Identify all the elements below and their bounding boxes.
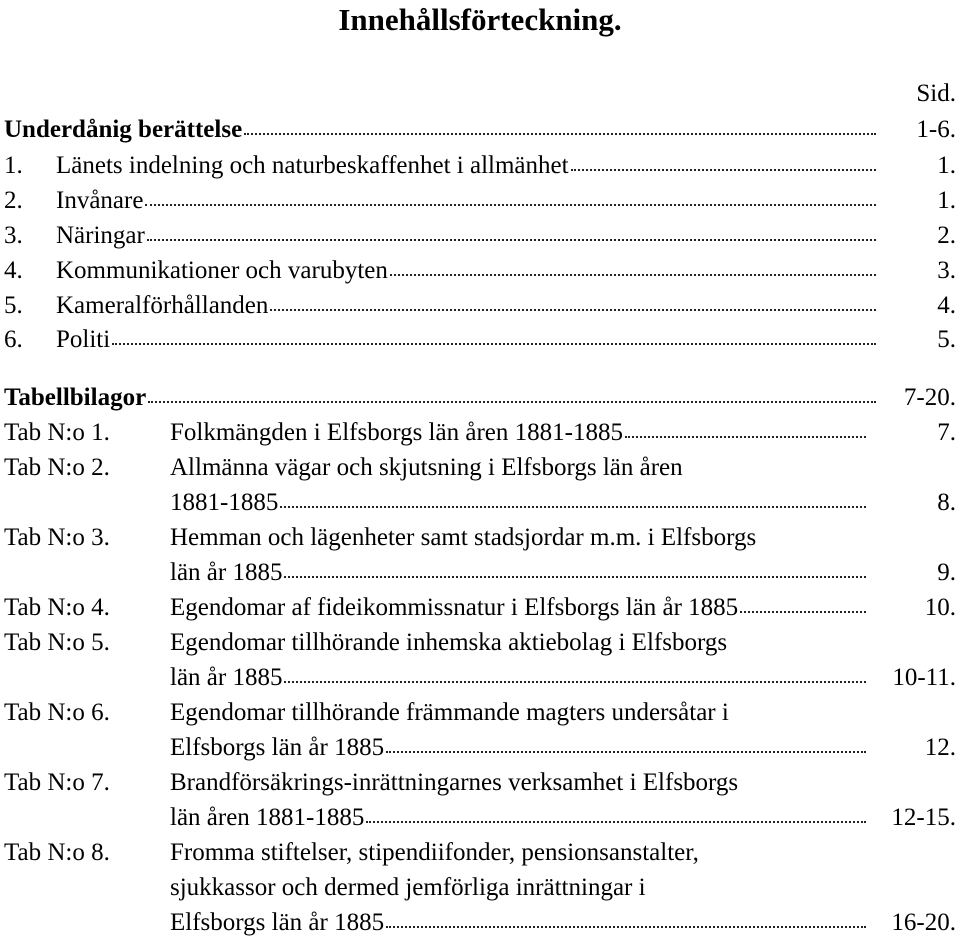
table-title-line: Egendomar tillhörande inhemska aktiebolag i Elfsborgs xyxy=(170,629,728,656)
table-title-line: Elfsborgs län år 1885 xyxy=(170,734,385,761)
dot-leader xyxy=(145,202,876,206)
table-title-line: Allmänna vägar och skjutsning i Elfsborgs län åren xyxy=(170,454,683,481)
table-number: Tab N:o 8. xyxy=(4,839,110,866)
toc-entry-page: 1. xyxy=(937,152,956,179)
table-title-line: Egendomar af fideikommissnatur i Elfsborgs län år 1885 xyxy=(170,594,739,621)
table-title-line: län år 1885 xyxy=(170,559,283,586)
dot-leader xyxy=(148,399,876,403)
dot-leader xyxy=(284,679,866,683)
toc-entry-page: 1. xyxy=(937,187,956,214)
page-title: Innehållsförteckning. xyxy=(338,2,622,37)
chapter-title: Invånare xyxy=(56,187,144,214)
table-number: Tab N:o 5. xyxy=(4,629,110,656)
table-title-line: Egendomar tillhörande främmande magters undersåtar i xyxy=(170,699,729,726)
table-title-line: 1881-1885 xyxy=(170,489,279,516)
table-title-line: Brandförsäkrings-inrättningarnes verksamhet i Elfsborgs xyxy=(170,769,739,796)
toc-entry-page: 9. xyxy=(937,559,956,586)
table-number: Tab N:o 4. xyxy=(4,594,110,621)
toc-entry-label: Underdånig berättelse xyxy=(4,116,243,143)
table-title-line: Hemman och lägenheter samt stadsjordar m.m. i Elfsborgs xyxy=(170,524,757,551)
toc-entry-chapter[interactable] xyxy=(4,288,880,324)
toc-entry-table[interactable] xyxy=(170,415,870,451)
chapter-title: Näringar xyxy=(56,222,145,249)
chapter-number: 2. xyxy=(4,187,23,214)
toc-entry-table[interactable] xyxy=(170,555,870,591)
dot-leader xyxy=(625,434,866,438)
toc-entry-tabellbilagor[interactable] xyxy=(4,380,880,416)
toc-entry-chapter[interactable] xyxy=(4,322,880,358)
toc-entry-page: 7. xyxy=(937,419,956,446)
table-title-line: län åren 1881-1885 xyxy=(170,804,365,831)
dot-leader xyxy=(112,341,876,345)
chapter-title: Länets indelning och naturbeskaffenhet i allmänhet xyxy=(56,152,569,179)
dot-leader xyxy=(284,574,866,578)
table-number: Tab N:o 2. xyxy=(4,454,110,481)
toc-entry-page: 10. xyxy=(924,594,956,621)
toc-entry-table[interactable] xyxy=(170,905,870,941)
dot-leader xyxy=(280,504,866,508)
table-title-line: sjukkassor och dermed jemförliga inrättningar i xyxy=(170,874,646,901)
toc-entry-table[interactable] xyxy=(170,800,870,836)
chapter-title: Kommunikationer och varubyten xyxy=(56,257,388,284)
chapter-number: 4. xyxy=(4,257,23,284)
toc-entry-chapter[interactable] xyxy=(4,148,880,184)
chapter-number: 1. xyxy=(4,152,23,179)
table-number: Tab N:o 6. xyxy=(4,699,110,726)
table-title-line: Elfsborgs län år 1885 xyxy=(170,909,385,936)
chapter-number: 5. xyxy=(4,292,23,319)
toc-entry-page: 16-20. xyxy=(891,909,956,936)
chapter-title: Politi xyxy=(56,326,111,353)
toc-entry-table[interactable] xyxy=(170,590,870,626)
toc-entry-page: 12. xyxy=(924,734,956,761)
toc-entry-chapter[interactable] xyxy=(4,218,880,254)
page-column-header: Sid. xyxy=(916,80,956,107)
dot-leader xyxy=(390,272,876,276)
dot-leader xyxy=(366,819,866,823)
toc-entry-page: 8. xyxy=(937,489,956,516)
toc-entry-label: Tabellbilagor xyxy=(4,384,147,411)
table-number: Tab N:o 3. xyxy=(4,524,110,551)
chapter-number: 6. xyxy=(4,326,23,353)
table-title-line: län år 1885 xyxy=(170,664,283,691)
table-number: Tab N:o 1. xyxy=(4,419,110,446)
toc-entry-page: 3. xyxy=(937,257,956,284)
table-number: Tab N:o 7. xyxy=(4,769,110,796)
dot-leader xyxy=(147,237,876,241)
dot-leader xyxy=(740,609,866,613)
dot-leader xyxy=(244,131,876,135)
table-title-line: Folkmängden i Elfsborgs län åren 1881-1885 xyxy=(170,419,623,446)
chapter-number: 3. xyxy=(4,222,23,249)
chapter-title: Kameralförhållanden xyxy=(56,292,269,319)
toc-entry-table[interactable] xyxy=(170,485,870,521)
toc-entry-page: 12-15. xyxy=(891,804,956,831)
toc-entry-page: 10-11. xyxy=(892,664,956,691)
table-title-line: Fromma stiftelser, stipendiifonder, pensionsanstalter, xyxy=(170,839,699,866)
toc-entry-page: 7-20. xyxy=(903,384,956,411)
dot-leader xyxy=(386,924,866,928)
toc-entry-page: 5. xyxy=(937,326,956,353)
toc-entry-table[interactable] xyxy=(170,730,870,766)
toc-entry-page: 2. xyxy=(937,222,956,249)
dot-leader xyxy=(270,307,876,311)
toc-entry-table[interactable] xyxy=(170,660,870,696)
toc-entry-chapter[interactable] xyxy=(4,183,880,219)
toc-entry-page: 1-6. xyxy=(916,116,956,143)
toc-entry-page: 4. xyxy=(937,292,956,319)
dot-leader xyxy=(386,749,866,753)
toc-entry-chapter[interactable] xyxy=(4,253,880,289)
toc-entry-underdanig[interactable] xyxy=(4,112,880,148)
dot-leader xyxy=(571,167,876,171)
